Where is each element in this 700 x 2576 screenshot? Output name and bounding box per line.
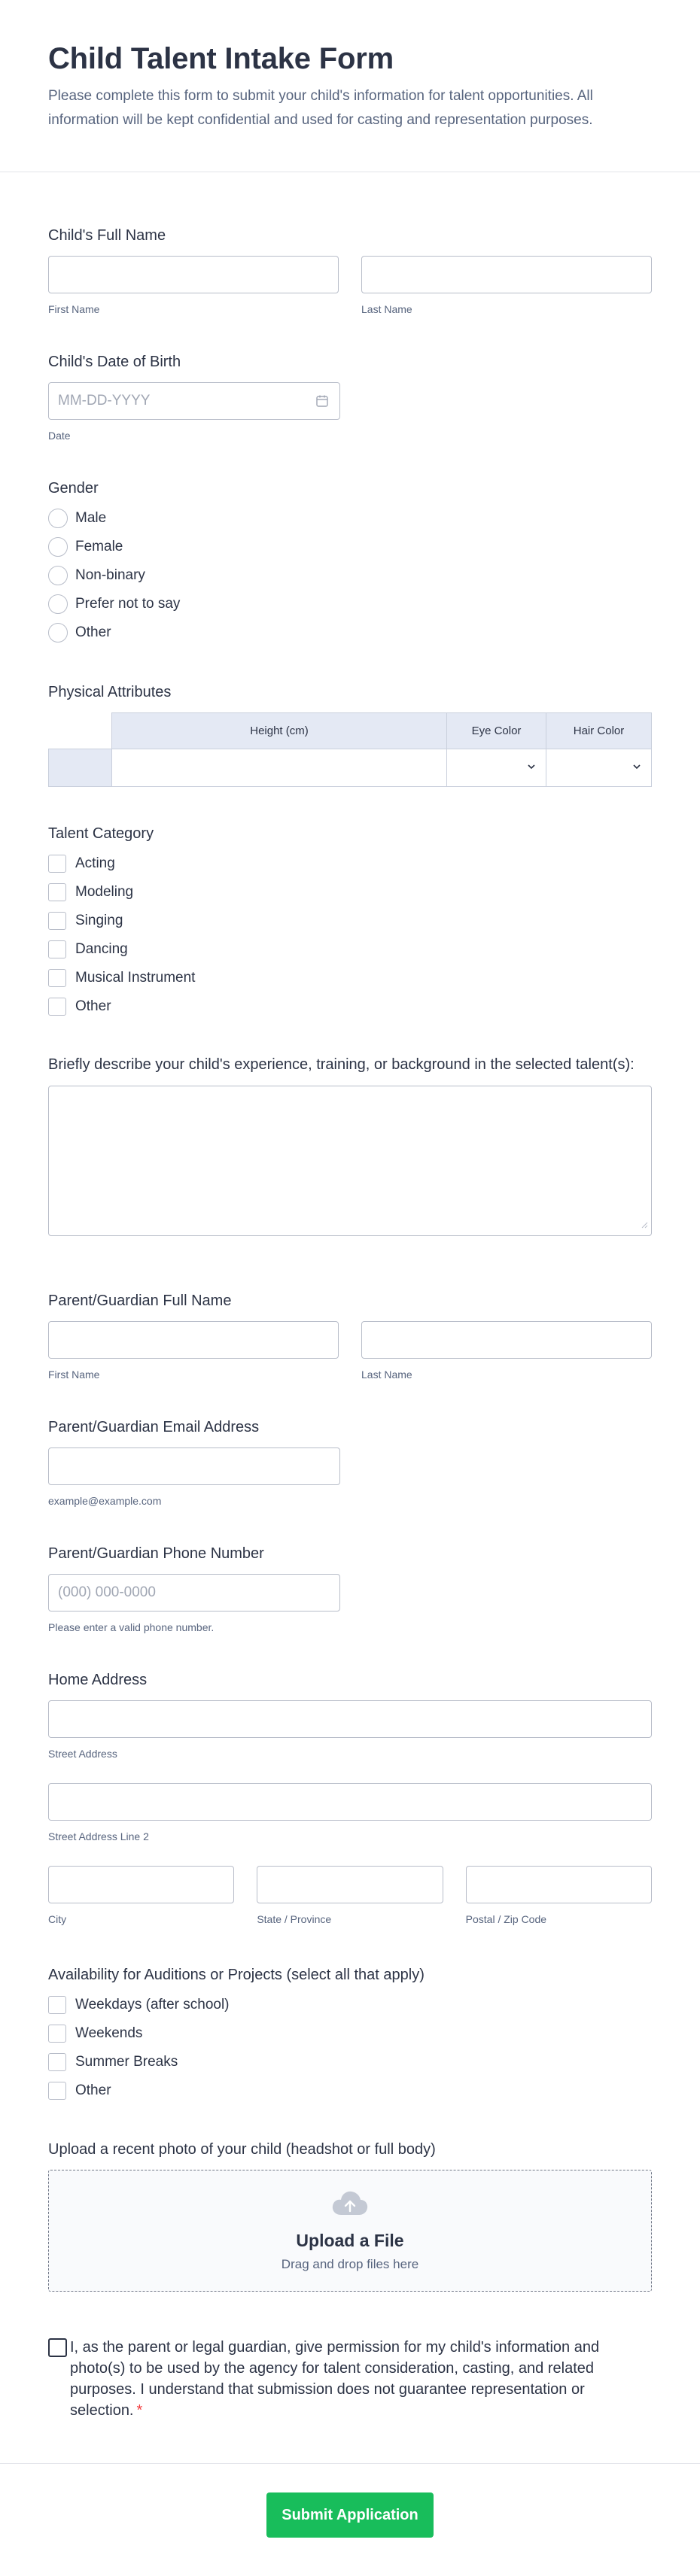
- talent-option-label: Dancing: [75, 941, 128, 957]
- checkbox[interactable]: [48, 940, 66, 958]
- guardian-last-name-input[interactable]: [361, 1321, 652, 1359]
- checkbox[interactable]: [48, 2053, 66, 2071]
- form-header: [0, 0, 700, 172]
- calendar-icon[interactable]: [315, 394, 329, 412]
- gender-option[interactable]: [48, 618, 652, 647]
- dob-label: Child's Date of Birth: [48, 354, 181, 370]
- physical-matrix: [48, 712, 652, 787]
- guardian-last-name-sublabel: Last Name: [361, 1368, 412, 1381]
- checkbox[interactable]: [48, 855, 66, 873]
- checkbox[interactable]: [48, 1996, 66, 2014]
- guardian-phone-label: Parent/Guardian Phone Number: [48, 1545, 264, 1562]
- gender-option-label: Prefer not to say: [75, 596, 181, 612]
- child-first-name-sublabel: First Name: [48, 303, 100, 315]
- matrix-header-height: Height (cm): [112, 713, 447, 749]
- matrix-header-eye-color: Eye Color: [447, 713, 546, 749]
- dob-sublabel: Date: [48, 430, 71, 442]
- state-sublabel: State / Province: [257, 1913, 332, 1925]
- resize-handle-icon[interactable]: [641, 1219, 648, 1232]
- child-name-label: Child's Full Name: [48, 227, 166, 244]
- guardian-phone-sublabel: Please enter a valid phone number.: [48, 1621, 215, 1633]
- talent-section: [48, 824, 652, 1021]
- availability-option[interactable]: [48, 2048, 652, 2076]
- radio-button[interactable]: [48, 594, 68, 614]
- checkbox[interactable]: [48, 2082, 66, 2100]
- guardian-first-name-sublabel: First Name: [48, 1368, 100, 1381]
- experience-section: [48, 1055, 652, 1236]
- talent-option-label: Singing: [75, 913, 123, 928]
- dob-input[interactable]: [48, 382, 340, 420]
- dob-placeholder: MM-DD-YYYY: [58, 393, 151, 409]
- city-sublabel: City: [48, 1913, 67, 1925]
- matrix-corner: [49, 713, 112, 749]
- availability-section: [48, 1965, 652, 2105]
- dob-section: [48, 352, 652, 442]
- matrix-row-header: [49, 749, 112, 787]
- child-first-name-input[interactable]: [48, 256, 339, 293]
- photo-section: [48, 2140, 652, 2292]
- hair-color-select[interactable]: [546, 749, 652, 787]
- talent-label: Talent Category: [48, 825, 154, 842]
- state-input[interactable]: [257, 1866, 443, 1903]
- guardian-name-section: [48, 1291, 652, 1381]
- physical-label: Physical Attributes: [48, 684, 172, 700]
- upload-dropzone[interactable]: [48, 2170, 652, 2292]
- availability-option-label: Weekends: [75, 2025, 143, 2041]
- radio-button[interactable]: [48, 566, 68, 585]
- street-address-input[interactable]: [48, 1700, 652, 1738]
- gender-option[interactable]: [48, 590, 652, 618]
- street-address-line2-input[interactable]: [48, 1783, 652, 1821]
- talent-option-label: Other: [75, 998, 111, 1014]
- checkbox[interactable]: [48, 998, 66, 1016]
- child-last-name-sublabel: Last Name: [361, 303, 412, 315]
- checkbox[interactable]: [48, 912, 66, 930]
- zip-input[interactable]: [466, 1866, 652, 1903]
- address-label: Home Address: [48, 1672, 148, 1688]
- talent-option[interactable]: [48, 935, 652, 964]
- guardian-email-label: Parent/Guardian Email Address: [48, 1419, 260, 1435]
- talent-option-label: Musical Instrument: [75, 970, 196, 986]
- guardian-first-name-input[interactable]: [48, 1321, 339, 1359]
- availability-option[interactable]: [48, 2076, 652, 2105]
- child-last-name-input[interactable]: [361, 256, 652, 293]
- gender-option-label: Female: [75, 539, 123, 554]
- chevron-down-icon: [632, 761, 642, 776]
- availability-option[interactable]: [48, 1991, 652, 2019]
- guardian-email-section: [48, 1417, 652, 1508]
- talent-option[interactable]: [48, 849, 652, 878]
- guardian-phone-section: [48, 1544, 652, 1634]
- guardian-phone-placeholder: (000) 000-0000: [58, 1584, 156, 1600]
- form-footer: [0, 2463, 700, 2576]
- checkbox[interactable]: [48, 883, 66, 901]
- form-title: Child Talent Intake Form: [48, 42, 394, 75]
- consent-text: I, as the parent or legal guardian, give permission for my child's information and photo(s) to be used by the agency for talent consideration, casting, and related purposes. I understand that submission does not guarantee representation or selection.: [70, 2339, 600, 2419]
- cloud-upload-icon: [330, 2189, 370, 2220]
- talent-option-label: Modeling: [75, 884, 134, 900]
- radio-button[interactable]: [48, 509, 68, 528]
- child-name-section: [48, 226, 652, 316]
- checkbox[interactable]: [48, 2025, 66, 2043]
- chevron-down-icon: [526, 761, 537, 776]
- experience-textarea[interactable]: [48, 1086, 652, 1236]
- guardian-name-label: Parent/Guardian Full Name: [48, 1293, 232, 1309]
- guardian-email-input[interactable]: [48, 1447, 340, 1485]
- availability-label: Availability for Auditions or Projects (select all that apply): [48, 1967, 425, 1983]
- gender-option[interactable]: [48, 561, 652, 590]
- talent-option-label: Acting: [75, 855, 115, 871]
- availability-option-label: Summer Breaks: [75, 2054, 178, 2070]
- talent-option[interactable]: [48, 878, 652, 907]
- street-address-sublabel: Street Address: [48, 1748, 117, 1760]
- gender-option[interactable]: [48, 533, 652, 561]
- gender-option-label: Male: [75, 510, 107, 526]
- zip-sublabel: Postal / Zip Code: [465, 1913, 547, 1925]
- checkbox[interactable]: [48, 969, 66, 987]
- gender-option-label: Non-binary: [75, 567, 145, 583]
- radio-button[interactable]: [48, 623, 68, 642]
- availability-option-label: Other: [75, 2082, 111, 2098]
- eye-color-select[interactable]: [447, 749, 546, 787]
- consent-checkbox[interactable]: [48, 2338, 67, 2357]
- physical-section: [48, 682, 652, 787]
- height-input[interactable]: [112, 749, 447, 787]
- street-address-line2-sublabel: Street Address Line 2: [48, 1830, 149, 1842]
- required-asterisk: *: [136, 2402, 143, 2419]
- consent-section: [48, 2337, 652, 2421]
- form-description: Please complete this form to submit your child's information for talent opportunities. All information will be kept confidential and used for casting and representation purposes.: [48, 88, 593, 128]
- talent-option[interactable]: [48, 992, 652, 1021]
- experience-label: Briefly describe your child's experience, training, or background in the selected talent(s):: [48, 1056, 635, 1073]
- gender-option[interactable]: [48, 504, 652, 533]
- talent-option[interactable]: [48, 964, 652, 992]
- matrix-header-hair-color: Hair Color: [546, 713, 652, 749]
- upload-subtitle: Drag and drop files here: [281, 2257, 419, 2271]
- radio-button[interactable]: [48, 537, 68, 557]
- gender-option-label: Other: [75, 624, 111, 640]
- address-section: [48, 1670, 652, 1926]
- guardian-phone-input[interactable]: [48, 1574, 340, 1612]
- photo-label: Upload a recent photo of your child (headshot or full body): [48, 2141, 436, 2158]
- gender-label: Gender: [48, 480, 99, 497]
- gender-section: [48, 478, 652, 647]
- guardian-email-sublabel: example@example.com: [48, 1495, 162, 1507]
- talent-option[interactable]: [48, 907, 652, 935]
- availability-option-label: Weekdays (after school): [75, 1997, 230, 2012]
- availability-option[interactable]: [48, 2019, 652, 2048]
- upload-title: Upload a File: [296, 2231, 404, 2250]
- submit-button[interactable]: Submit Application: [266, 2492, 434, 2538]
- city-input[interactable]: [48, 1866, 234, 1903]
